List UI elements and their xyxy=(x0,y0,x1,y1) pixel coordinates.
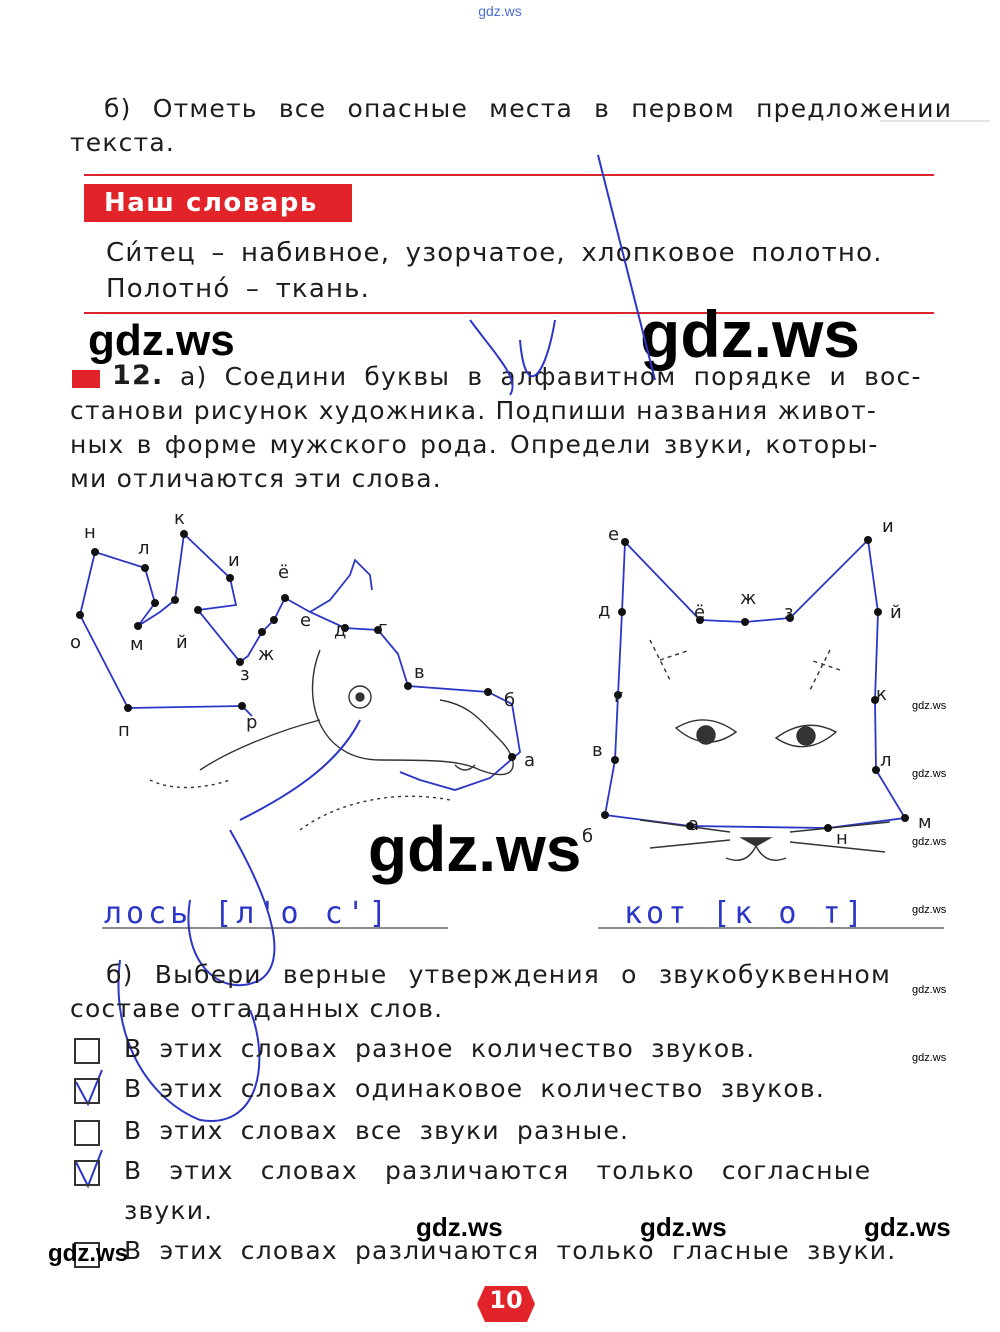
answer-moose[interactable]: лось [л'о с'] xyxy=(104,896,391,931)
moose-letter-a: а xyxy=(524,750,536,771)
option-3-checkbox[interactable] xyxy=(74,1120,100,1146)
watermark-left: gdz.ws xyxy=(88,316,235,365)
option-1-checkbox[interactable] xyxy=(74,1038,100,1064)
side-watermark-2: gdz.ws xyxy=(912,768,947,780)
moose-letter-g: г xyxy=(378,618,388,639)
moose-letter-i: и xyxy=(228,550,240,571)
moose-letter-e: е xyxy=(300,610,312,631)
watermark-center: gdz.ws xyxy=(368,813,582,885)
option-3-text: В этих словах все звуки разные. xyxy=(124,1116,630,1145)
site-label-top[interactable]: gdz.ws xyxy=(478,3,522,19)
moose-antler-path xyxy=(80,534,520,790)
task12-line2: станови рисунок художника. Подпиши названия живот- xyxy=(70,396,878,425)
moose-letter-y: й xyxy=(176,632,188,653)
option-2-checkbox[interactable] xyxy=(74,1078,100,1104)
cat-letter-b: б xyxy=(582,826,594,847)
page-number: 10 xyxy=(489,1286,523,1314)
cat-letter-m: м xyxy=(918,812,932,833)
dictionary-entry-polotno: Полотно́ – ткань. xyxy=(106,274,371,304)
moose-outline xyxy=(150,650,516,830)
cat-path xyxy=(605,540,905,828)
option-4-text-cont: звуки. xyxy=(124,1196,214,1225)
moose-drawing xyxy=(80,534,520,790)
moose-letter-d: д xyxy=(334,620,347,641)
option-1-text: В этих словах разное количество звуков. xyxy=(124,1034,756,1063)
answer-cat[interactable]: кот [к о т] xyxy=(624,896,867,931)
side-watermark-1: gdz.ws xyxy=(912,700,947,712)
cat-letter-n: н xyxy=(836,828,848,849)
task12-line4: ми отличаются эти слова. xyxy=(70,464,442,493)
task-b1-line2: текста. xyxy=(70,128,176,157)
side-watermark-6: gdz.ws xyxy=(912,1052,947,1064)
moose-letter-l: л xyxy=(138,538,150,559)
option-5-text: В этих словах различаются только гласные звуки. xyxy=(124,1236,897,1265)
cat-letter-d: д xyxy=(598,600,611,621)
moose-letter-n: н xyxy=(84,522,96,543)
cat-dots xyxy=(601,536,909,832)
side-watermark-3: gdz.ws xyxy=(912,836,947,848)
cat-letter-i: и xyxy=(882,516,894,537)
option-4-checkbox[interactable] xyxy=(74,1160,100,1186)
task-b2-line2: составе отгаданных слов. xyxy=(70,994,444,1023)
task-b1-line1: б) Отметь все опасные места в первом предложении xyxy=(104,94,953,123)
task12-line1: а) Соедини буквы в алфавитном порядке и вос- xyxy=(180,362,922,391)
moose-letter-yo: ё xyxy=(278,562,290,583)
moose-letter-zh: ж xyxy=(258,644,275,665)
bottom-watermark-3: gdz.ws xyxy=(864,1212,951,1242)
cat-letter-g: г xyxy=(614,686,624,707)
dictionary-entry-sitec: Си́тец – набивное, узорчатое, хлопковое полотно. xyxy=(106,238,883,268)
moose-letter-k: к xyxy=(174,508,185,529)
side-watermark-5: gdz.ws xyxy=(912,984,947,996)
moose-letter-m: м xyxy=(130,634,144,655)
cat-letter-v: в xyxy=(592,740,603,761)
moose-letter-r: р xyxy=(246,712,258,733)
cat-letter-l: л xyxy=(880,750,892,771)
option-2-text: В этих словах одинаковое количество звуков. xyxy=(124,1074,825,1103)
moose-letter-b: б xyxy=(504,690,516,711)
bottom-watermark-1: gdz.ws xyxy=(416,1212,503,1242)
option-4-text: В этих словах различаются только согласные xyxy=(124,1156,872,1185)
cat-drawing xyxy=(605,540,905,828)
moose-lower-path xyxy=(80,615,252,716)
cat-letter-e: е xyxy=(608,524,620,545)
bottom-watermark-2: gdz.ws xyxy=(640,1212,727,1242)
cat-letter-k: к xyxy=(876,684,887,705)
moose-letter-o: о xyxy=(70,632,82,653)
cat-letter-z: з xyxy=(784,602,794,623)
task12-number: 12. xyxy=(112,360,164,391)
task12-line3: ных в форме мужского рода. Определи звуки, которы- xyxy=(70,430,879,459)
cat-letter-a: а xyxy=(688,814,700,835)
side-watermark-4: gdz.ws xyxy=(912,904,947,916)
cat-letter-yo: ё xyxy=(694,602,706,623)
cat-letter-y: й xyxy=(890,602,902,623)
watermark-right: gdz.ws xyxy=(640,297,861,371)
dictionary-title: Наш словарь xyxy=(84,184,352,222)
moose-letter-z: з xyxy=(240,664,250,685)
task-b2-line1: б) Выбери верные утверждения о звукобуквенном xyxy=(106,960,892,989)
bottom-left-watermark: gdz.ws xyxy=(48,1240,129,1267)
cat-letter-zh: ж xyxy=(740,588,757,609)
moose-edge-path xyxy=(310,560,372,612)
moose-letter-p: п xyxy=(118,720,130,741)
moose-letter-v: в xyxy=(414,662,425,683)
